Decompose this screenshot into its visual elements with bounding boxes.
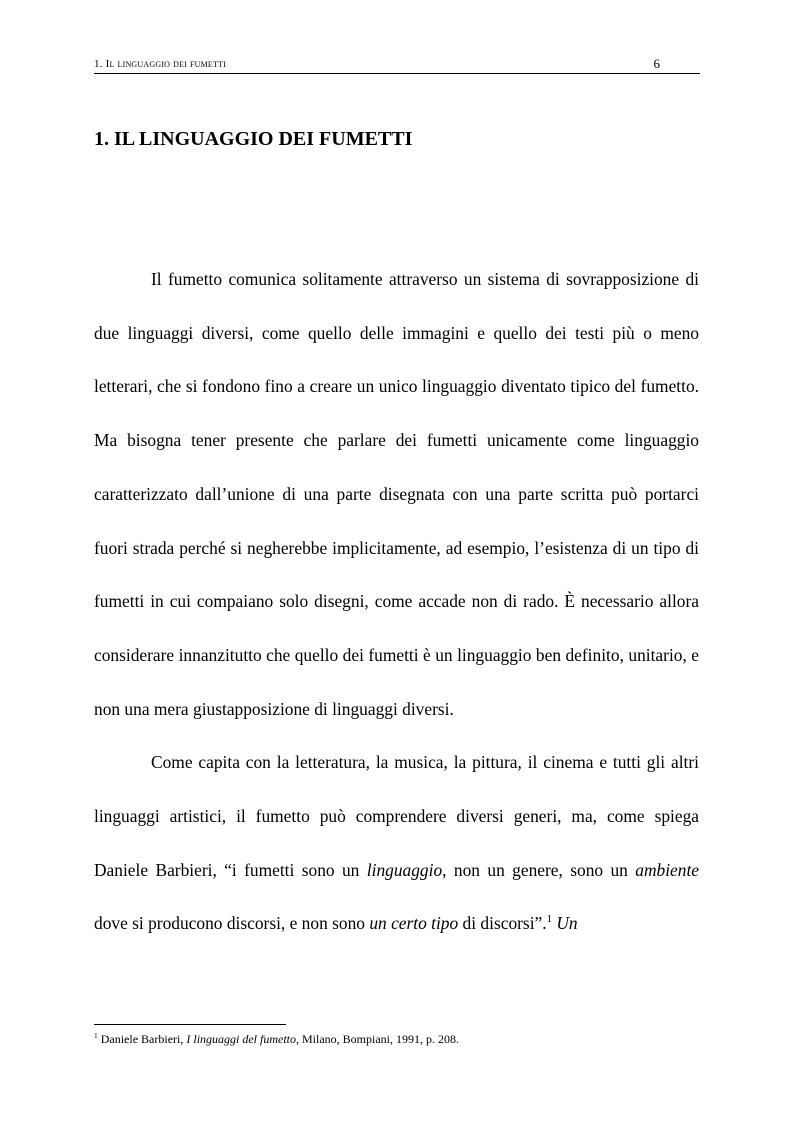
footnote-author: Daniele Barbieri, [97,1032,187,1046]
footnote-details: , Milano, Bompiani, 1991, p. 208. [296,1032,460,1046]
emphasis-un-certo-tipo: un certo tipo [369,913,459,934]
running-header-chapter: 1. Il linguaggio dei fumetti [94,58,227,70]
paragraph-2-text: , non un genere, sono un [442,859,636,880]
chapter-title: 1. IL LINGUAGGIO DEI FUMETTI [94,128,413,150]
paragraph-2-text: di discorsi”. [458,913,547,934]
footnote-divider [94,1024,286,1025]
page-number: 6 [653,56,660,71]
footnote-number: 1 [94,1031,98,1040]
footnote-book-title: I linguaggi del fumetto [186,1032,297,1046]
footnote [94,1031,459,1047]
emphasis-un: Un [556,913,578,934]
paragraph-2-text: Come capita con la letteratura, la musica, la pittura, il cinema e tutti gli altri linguaggi artistici, il fumetto può comprendere diversi generi, ma, come spiega Daniele Barbieri, “i fumetti sono un [94,752,699,880]
body-text [94,253,699,951]
emphasis-ambiente: ambiente [635,859,700,880]
paragraph-1: Il fumetto comunica solitamente attraverso un sistema di sovrapposizione di due linguaggi diversi, come quello delle immagini e quello dei testi più o meno letterari, che si fondono fino a creare un unico linguaggio diventato tipico del fumetto. Ma bisogna tener presente che parlare dei fumetti unicamente come linguaggio caratterizzato dall’unione di una parte disegnata con una parte scritta può portarci fuori strada perché si negherebbe implicitamente, ad esempio, l’esistenza di un tipo di fumetti in cui compaiano solo disegni, come accade non di rado. È necessario allora considerare innanzitutto che quello dei fumetti è un linguaggio ben definito, unitario, e non una mera giustapposizione di linguaggi diversi. [94,269,699,719]
emphasis-linguaggio: linguaggio [366,859,443,880]
paragraph-2-text: dove si producono discorsi, e non sono [94,913,370,934]
paragraph-2 [94,736,699,951]
running-header [94,57,700,74]
footnote-reference[interactable]: 1 [546,913,552,926]
